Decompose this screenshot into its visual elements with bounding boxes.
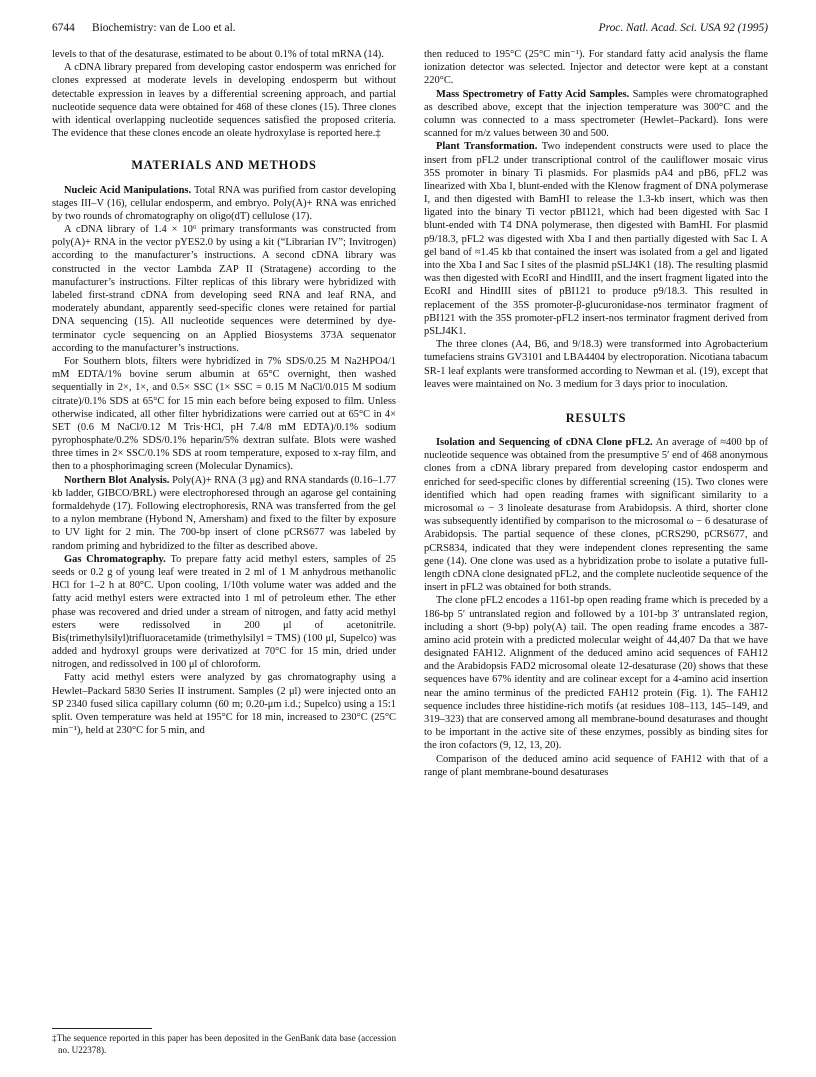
footnote-text: ‡The sequence reported in this paper has been deposited in the GenBank data base (accession no. U22378). <box>52 1033 396 1055</box>
paragraph: For Southern blots, filters were hybridized in 7% SDS/0.25 M Na2HPO4/1 mM EDTA/1% bovine serum albumin at 65°C overnight, then washed sequentially in 2×, 1×, and 0.5× SSC (1× SSC = 0.15 M NaCl/0.015 M sodium citrate)/0.1% SDS at 65°C for 15 min each before being exposed to film. Unless otherwise indicated, all other filter hybridizations were carried out at 65°C in 4× SET (0.6 M NaCl/0.12 M Tris·HCl, pH 7.4/8 mM EDTA)/0.1% sodium pyrophosphate/0.2% SDS/0.1% heparin/5% dextran sulfate. Blots were washed three times in 2× SSC/0.1% SDS at room temperature, exposed to x-ray film, and then to a phosphorimaging screen (Molecular Dynamics). <box>52 355 396 473</box>
run-in-heading: Nucleic Acid Manipulations. <box>64 184 192 196</box>
run-in-heading: Isolation and Sequencing of cDNA Clone pFL2. <box>436 437 653 449</box>
paragraph: Fatty acid methyl esters were analyzed by gas chromatography using a Hewlet–Packard 5830 Series II instrument. Samples (2 μl) were injected onto an SP 2340 fused silica capillary column (60 m; 0.20-μm i.d.; Supelco) using a 15:1 split. Oven temperature was held at 195°C for 18 min, increased to 230°C (25°C min⁻¹), held at 230°C for 5 min, and <box>52 672 396 737</box>
paragraph: The three clones (A4, B6, and 9/18.3) were transformed into Agrobacterium tumefaciens strains GV3101 and LBA4404 by electroporation. Nicotiana tabacum SR-1 leaf explants were transformed according to Newman et al. (19), except that leaves were maintained on No. 3 medium for 3 days prior to inoculation. <box>424 339 768 390</box>
left-column <box>52 48 396 737</box>
right-column <box>424 48 768 779</box>
paragraph: A cDNA library of 1.4 × 10⁶ primary transformants was constructed from poly(A)+ RNA in the vector pYES2.0 by using a kit (“Librarian IV”; Invitrogen) according to the manufacturer’s instructions. A second cDNA library was constructed in the vector Lambda ZAP II (Stratagene) according to the manufacturer’s instructions. Filter replicas of this library were hybridized with labeled first-strand cDNA from developing seed RNA and leaf RNA, and moderately abundant, apparently seed-specific clones were retained for partial DNA sequencing (15). All nucleotide sequences were determined by dye-terminator cycle sequencing on an Applied Biosystems 373A sequenator according to the manufacturer’s instructions. <box>52 224 396 354</box>
paragraph-body: An average of ≈400 bp of nucleotide sequence was obtained from the presumptive 5′ end of 468 anonymous clones from a cDNA library prepared from developing castor endosperm and enriched for seed-specific clones by differential screening (15). Two clones were identified which had open reading frames with significant similarity to a microsomal ω − 3 linoleate desaturase from Arabidopsis. A third, shorter clone was subsequently identified by comparison to the microsomal ω − 6 desaturase of Arabidopsis. The partial sequence of these clones, pCRS290, pCRS677, and pCRS834, indicated that they were independent clones representing the same gene (14). One clone was used as a hybridization probe to isolate a putative full-length cDNA clone designated pFL2, and the complete nucleotide sequence of the insert in pFL2 was obtained for both strands. <box>424 437 768 594</box>
paragraph <box>424 88 768 141</box>
paragraph-body: Two independent constructs were used to place the insert from pFL2 under transcriptional control of the cauliflower mosaic virus 35S promoter in binary Ti plasmids. For plasmids pA4 and pB6, pFL2 was linearized with Xba I, blunt-ended with the Klenow fragment of DNA polymerase I, and then digested with BamHI to release the 1.3-kb insert, which was then ligated into the binary Ti vector pBI121, which had been digested with Sac I blunt-ended with T4 DNA polymerase, then digested with BamHI. For plasmid p9/18.3, pFL2 was digested with Xba I and then partially digested with Sac I. A gel band of ≈1.45 kb that contained the insert was isolated from a gel and ligated into the Xba I and Sac I sites of the plasmid pSLJ4K1 (18). The resulting plasmid was then digested with EcoRI and HindIII, and the insert fragment ligated into the EcoRI and HindIII sites of pBI121 to produce p9/18.3. This resulted in replacement of the 35S promoter-β-glucuronidase-nos terminator fragment of pBI121 with the 35S promoter-pFL2 insert-nos terminator fragment derived from pSLJ4K1. <box>424 141 768 337</box>
running-header <box>52 22 768 38</box>
paragraph-body: Total RNA was purified from castor developing stages III–V (16), cellular endosperm, and embryo. Poly(A)+ RNA was enriched by two rounds of chromatography on oligo(dT) cellulose (17). <box>52 184 396 222</box>
journal-author-line: Biochemistry: van de Loo et al. <box>92 22 236 34</box>
run-in-heading: Mass Spectrometry of Fatty Acid Samples. <box>436 88 630 100</box>
section-heading-methods: MATERIALS AND METHODS <box>131 158 317 173</box>
footnote-rule <box>52 1028 152 1029</box>
paragraph: A cDNA library prepared from developing castor endosperm was enriched for clones expressed at moderate levels in developing endosperm but without detectable expression in leaves by a differential screening approach, and partial nucleotide sequence data were obtained for 468 of these clones (15). Three clones with identical overlapping nucleotide sequences satisfied the proposed criteria. The evidence that these clones encode an oleate hydroxylase is reported here.‡ <box>52 62 396 140</box>
paragraph: levels to that of the desaturase, estimated to be about 0.1% of total mRNA (14). <box>52 49 384 60</box>
paragraph <box>424 140 768 338</box>
paragraph <box>52 474 396 553</box>
paragraph-body: To prepare fatty acid methyl esters, samples of 25 seeds or 0.2 g of young leaf were treated in 2 ml of 1 M anhydrous methanolic HCl for 1–2 h at 80°C. Upon cooling, 1/10th volume water was added and the fatty acid methyl esters were extracted into 1 ml of petroleum ether. The ether phase was recovered and dried under a stream of nitrogen, and fatty acid methyl esters were redissolved in 200 μl of acetonitrile. Bis(trimethylsilyl)trifluoracetamide (trimethylsilyl = TMS) (100 μl, Supelco) was added and hydroxyl groups were derivatized at 70°C for 15 min, dried under nitrogen, and redissolved in 100 μl of chloroform. <box>52 553 396 671</box>
paragraph: then reduced to 195°C (25°C min⁻¹). For standard fatty acid analysis the flame ionization detector was selected. Injector and detector were kept at a constant 220°C. <box>424 49 768 87</box>
paragraph-body: Poly(A)+ RNA (3 μg) and RNA standards (0.16–1.77 kb ladder, GIBCO/BRL) were electrophoresed through an agarose gel containing formaldehyde (17). Following electrophoresis, RNA was transferred from the gel to a nylon membrane (Hybond N, Amersham) and fixed to the filter by exposure to UV light for 2 min. The 700-bp insert of clone pCRS677 was labeled by random priming and hybridized to the filter as described above. <box>52 474 396 552</box>
footnote <box>52 1028 396 1056</box>
run-in-heading: Gas Chromatography. <box>64 553 166 565</box>
paragraph <box>52 553 396 672</box>
page-number: 6744 <box>52 22 75 34</box>
journal-reference: Proc. Natl. Acad. Sci. USA 92 (1995) <box>598 22 768 34</box>
run-in-heading: Plant Transformation. <box>436 141 538 153</box>
paragraph: Comparison of the deduced amino acid sequence of FAH12 with that of a range of plant membrane-bound desaturases <box>424 753 768 778</box>
paragraph-body: Samples were chromatographed as described above, except that the injection temperature was 300°C and the column was connected to a mass spectrometer (Hewlet–Packard). Ions were scanned for m/z values between 30 and 500. <box>424 88 768 140</box>
section-heading-results: RESULTS <box>565 410 627 425</box>
paragraph: The clone pFL2 encodes a 1161-bp open reading frame which is preceded by a 186-bp 5′ untranslated region and followed by a 101-bp 3′ untranslated region, including a short (9-bp) poly(A) tail. The open reading frame encodes a 387-amino acid protein with a predicted molecular weight of 44,407 Da that we have designated FAH12. Alignment of the deduced amino acid sequences of FAH12 and the Arabidopsis FAD2 microsomal oleate 12-desaturase (20) shows that these sequences have 67% identity and are colinear except for a 4-amino acid insertion near the amino terminus of the predicted FAH12 protein (Fig. 1). The FAH12 sequence includes three histidine-rich motifs (at residues 108–113, 145–149, and 319–323) that are conserved among all membrane-bound desaturases and thought to be important in the active site of these enzymes, possibly as binding sites for the iron cofactors (9, 12, 13, 20). <box>424 595 768 752</box>
paragraph <box>424 436 768 594</box>
paragraph <box>52 184 396 224</box>
run-in-heading: Northern Blot Analysis. <box>64 474 170 486</box>
